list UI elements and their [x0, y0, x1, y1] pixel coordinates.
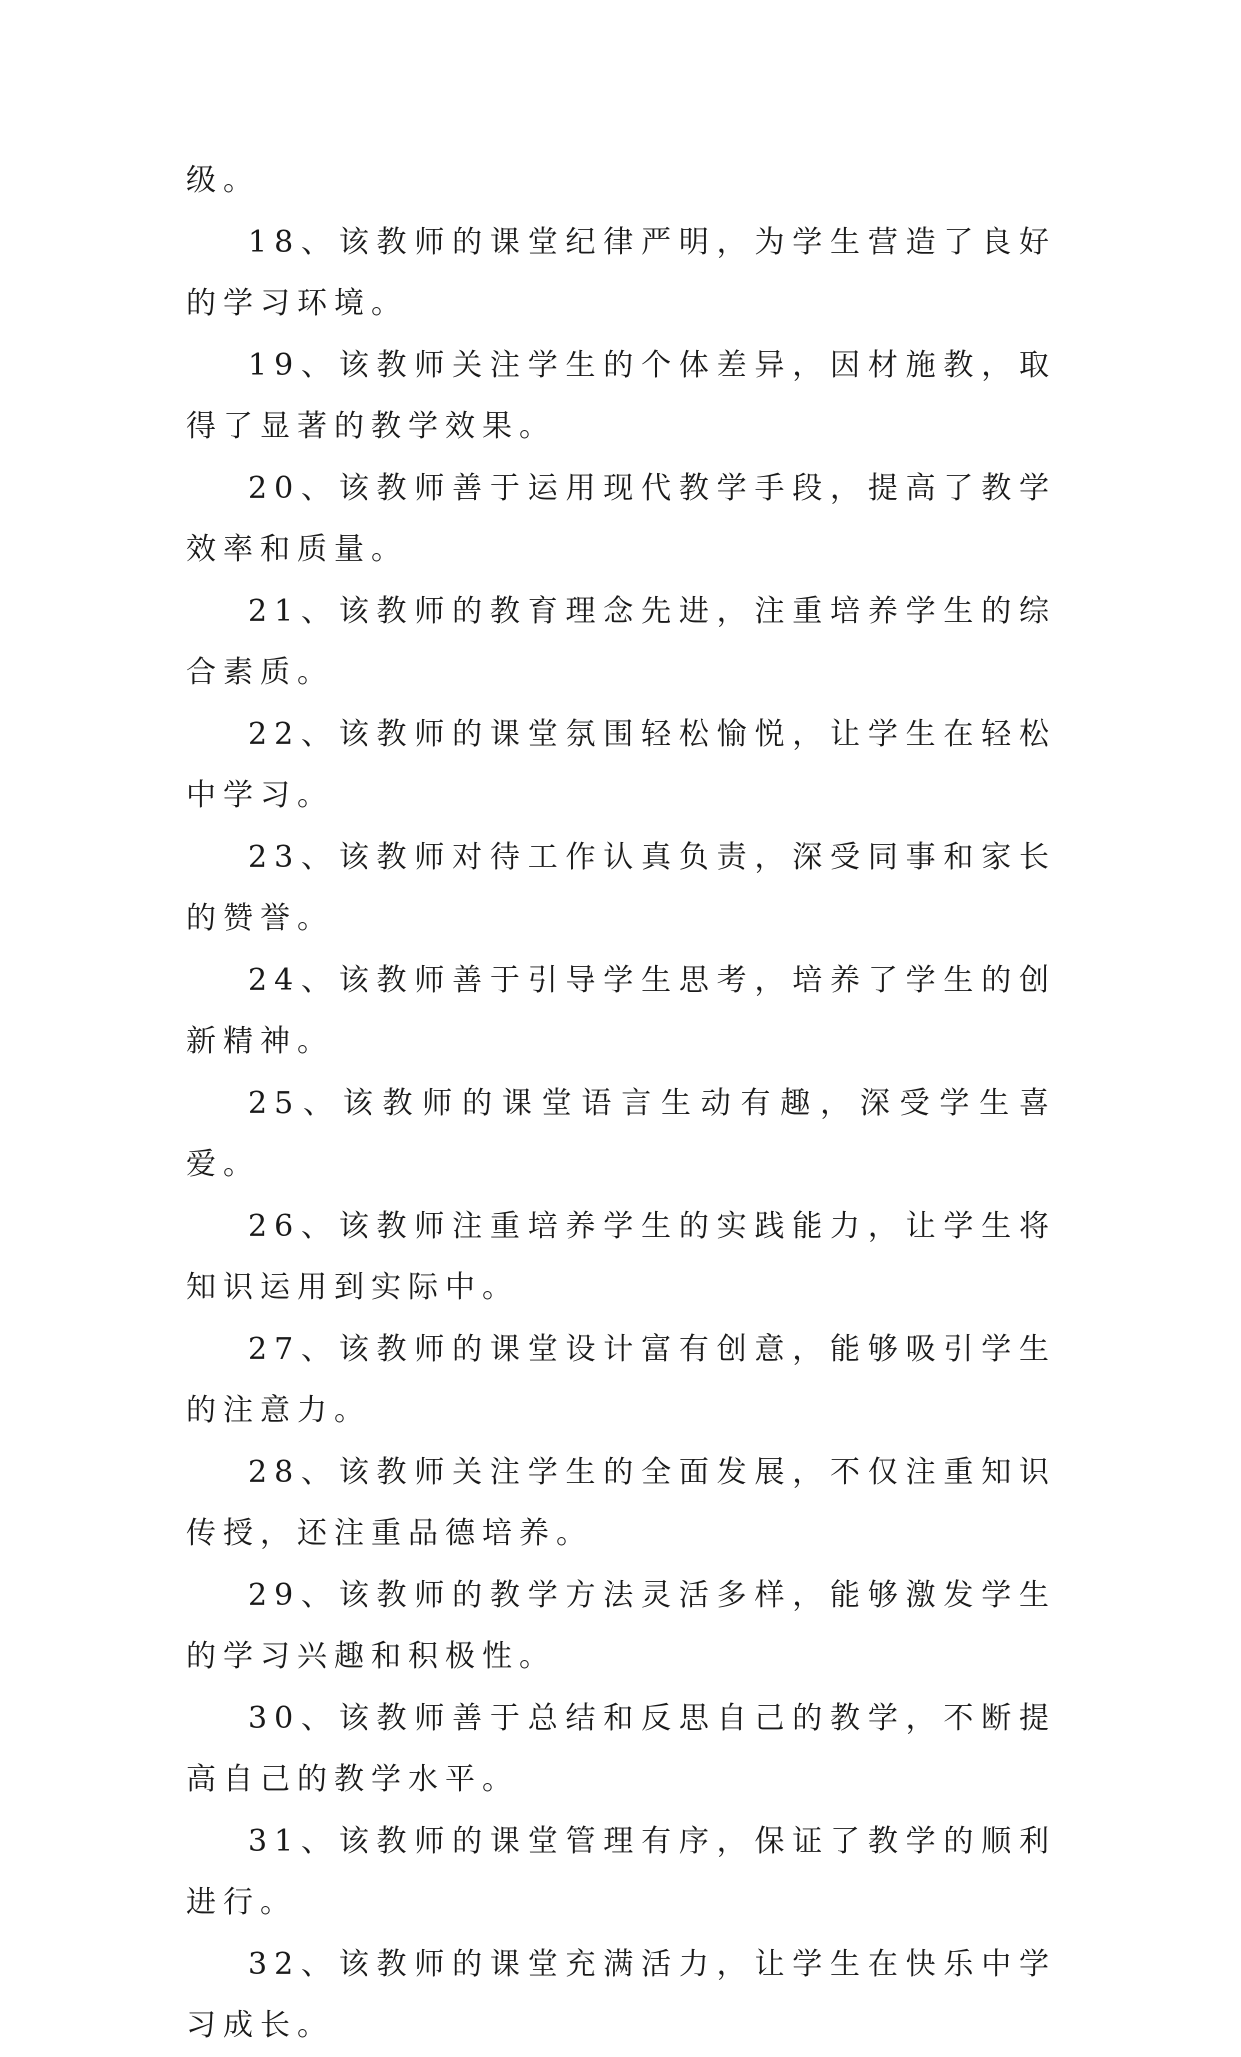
- paragraph-28: 28、该教师关注学生的全面发展，不仅注重知识传授，还注重品德培养。: [186, 1454, 1056, 1551]
- paragraph-23: 23、该教师对待工作认真负责，深受同事和家长的赞誉。: [186, 839, 1056, 936]
- paragraph-21: 21、该教师的教育理念先进，注重培养学生的综合素质。: [186, 593, 1056, 690]
- paragraph-continuation: 级。: [186, 163, 260, 198]
- paragraph-31: 31、该教师的课堂管理有序，保证了教学的顺利进行。: [186, 1823, 1056, 1920]
- paragraph-19: 19、该教师关注学生的个体差异，因材施教，取得了显著的教学效果。: [186, 347, 1056, 444]
- paragraph-22: 22、该教师的课堂氛围轻松愉悦，让学生在轻松中学习。: [186, 716, 1056, 813]
- paragraph-30: 30、该教师善于总结和反思自己的教学，不断提高自己的教学水平。: [186, 1700, 1056, 1797]
- paragraph-20: 20、该教师善于运用现代教学手段，提高了教学效率和质量。: [186, 470, 1056, 567]
- paragraph-18: 18、该教师的课堂纪律严明，为学生营造了良好的学习环境。: [186, 224, 1056, 321]
- paragraph-24: 24、该教师善于引导学生思考，培养了学生的创新精神。: [186, 962, 1056, 1059]
- paragraph-32: 32、该教师的课堂充满活力，让学生在快乐中学习成长。: [186, 1946, 1056, 2043]
- paragraph-25: 25、该教师的课堂语言生动有趣，深受学生喜爱。: [186, 1085, 1056, 1182]
- document-body: [186, 150, 1056, 2057]
- paragraph-29: 29、该教师的教学方法灵活多样，能够激发学生的学习兴趣和积极性。: [186, 1577, 1056, 1674]
- paragraph-26: 26、该教师注重培养学生的实践能力，让学生将知识运用到实际中。: [186, 1208, 1056, 1305]
- paragraph-27: 27、该教师的课堂设计富有创意，能够吸引学生的注意力。: [186, 1331, 1056, 1428]
